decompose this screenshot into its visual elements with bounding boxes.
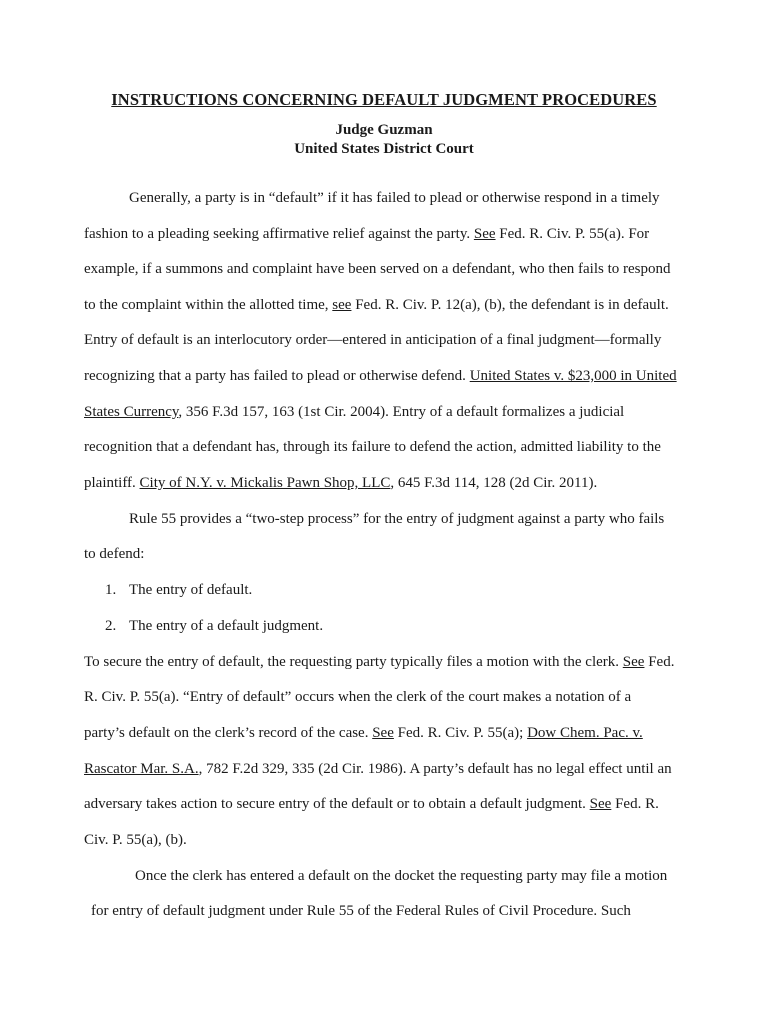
body-text: Fed. R.	[611, 796, 659, 812]
text-line	[129, 188, 660, 208]
citation-text: see	[332, 297, 352, 313]
text-line	[84, 652, 674, 672]
text-line	[105, 580, 252, 600]
body-text: recognizing that a party has failed to plead or otherwise defend.	[84, 368, 470, 384]
citation-text: See	[589, 796, 612, 812]
text-line	[91, 901, 631, 921]
body-text: to the complaint within the allotted time,	[84, 297, 333, 313]
body-text: adversary takes action to secure entry of the default or to obtain a default judgment.	[84, 796, 590, 812]
body-text: , 356 F.3d 157, 163 (1st Cir. 2004). Entry of a default formalizes a judicial	[178, 404, 625, 420]
court-name: United States District Court	[294, 141, 474, 157]
text-line	[84, 224, 649, 244]
text-line	[84, 723, 643, 743]
text-line	[84, 544, 144, 564]
document-title: INSTRUCTIONS CONCERNING DEFAULT JUDGMENT PROCEDURES	[111, 90, 657, 109]
text-line	[84, 295, 669, 315]
body-text: fashion to a pleading seeking affirmative relief against the party.	[84, 226, 474, 242]
text-line	[129, 509, 664, 529]
body-text: Entry of default is an interlocutory order—entered in anticipation of a final judgment—formally	[84, 332, 662, 348]
judge-name: Judge Guzman	[335, 122, 433, 138]
body-text: Fed. R. Civ. P. 55(a);	[393, 725, 528, 741]
body-text: plaintiff.	[84, 475, 140, 491]
citation-text: City of N.Y. v. Mickalis Pawn Shop, LLC	[139, 475, 391, 491]
body-text: Fed. R. Civ. P. 55(a). For	[495, 226, 650, 242]
text-line	[84, 259, 671, 279]
text-line	[84, 366, 677, 386]
body-text: recognition that a defendant has, through its failure to defend the action, admitted liability to the	[84, 439, 661, 455]
body-text: Once the clerk has entered a default on the docket the requesting party may file a motion	[135, 868, 668, 884]
list-number: 1.	[105, 582, 117, 598]
body-text: Civ. P. 55(a), (b).	[84, 832, 187, 848]
text-line	[84, 830, 187, 850]
body-text: Fed. R. Civ. P. 12(a), (b), the defendant is in default.	[351, 297, 669, 313]
text-line	[84, 330, 661, 350]
text-line	[84, 687, 631, 707]
citation-text: See	[372, 725, 394, 741]
body-text: party’s default on the clerk’s record of the case.	[84, 725, 373, 741]
body-text: , 782 F.2d 329, 335 (2d Cir. 1986). A party’s default has no legal effect until an	[198, 761, 672, 777]
text-line	[135, 866, 667, 886]
body-text: The entry of default.	[129, 582, 253, 598]
body-text: R. Civ. P. 55(a). “Entry of default” occurs when the clerk of the court makes a notation of a	[84, 689, 632, 705]
text-line	[84, 794, 659, 814]
body-text: for entry of default judgment under Rule 55 of the Federal Rules of Civil Procedure. Such	[91, 903, 631, 919]
body-text: Fed.	[644, 654, 675, 670]
body-text: To secure the entry of default, the requesting party typically files a motion with the clerk.	[84, 654, 623, 670]
body-text: The entry of a default judgment.	[129, 618, 324, 634]
text-line	[84, 473, 597, 493]
citation-text: See	[622, 654, 645, 670]
body-text: Generally, a party is in “default” if it has failed to plead or otherwise respond in a timely	[129, 190, 660, 206]
list-number: 2.	[105, 618, 117, 634]
text-line	[84, 402, 624, 422]
body-text: to defend:	[84, 546, 145, 562]
body-text: , 645 F.3d 114, 128 (2d Cir. 2011).	[390, 475, 598, 491]
text-line	[84, 437, 661, 457]
text-line	[84, 759, 672, 779]
body-text: example, if a summons and complaint have been served on a defendant, who then fails to respond	[84, 261, 671, 277]
citation-text: United States v. $23,000 in United	[469, 368, 677, 384]
body-text: Rule 55 provides a “two-step process” for the entry of judgment against a party who fails	[129, 511, 665, 527]
citation-text: Dow Chem. Pac. v.	[527, 725, 643, 741]
text-line	[105, 616, 323, 636]
citation-text: See	[473, 226, 496, 242]
citation-text: Rascator Mar. S.A.	[84, 761, 199, 777]
citation-text: States Currency	[84, 404, 179, 420]
